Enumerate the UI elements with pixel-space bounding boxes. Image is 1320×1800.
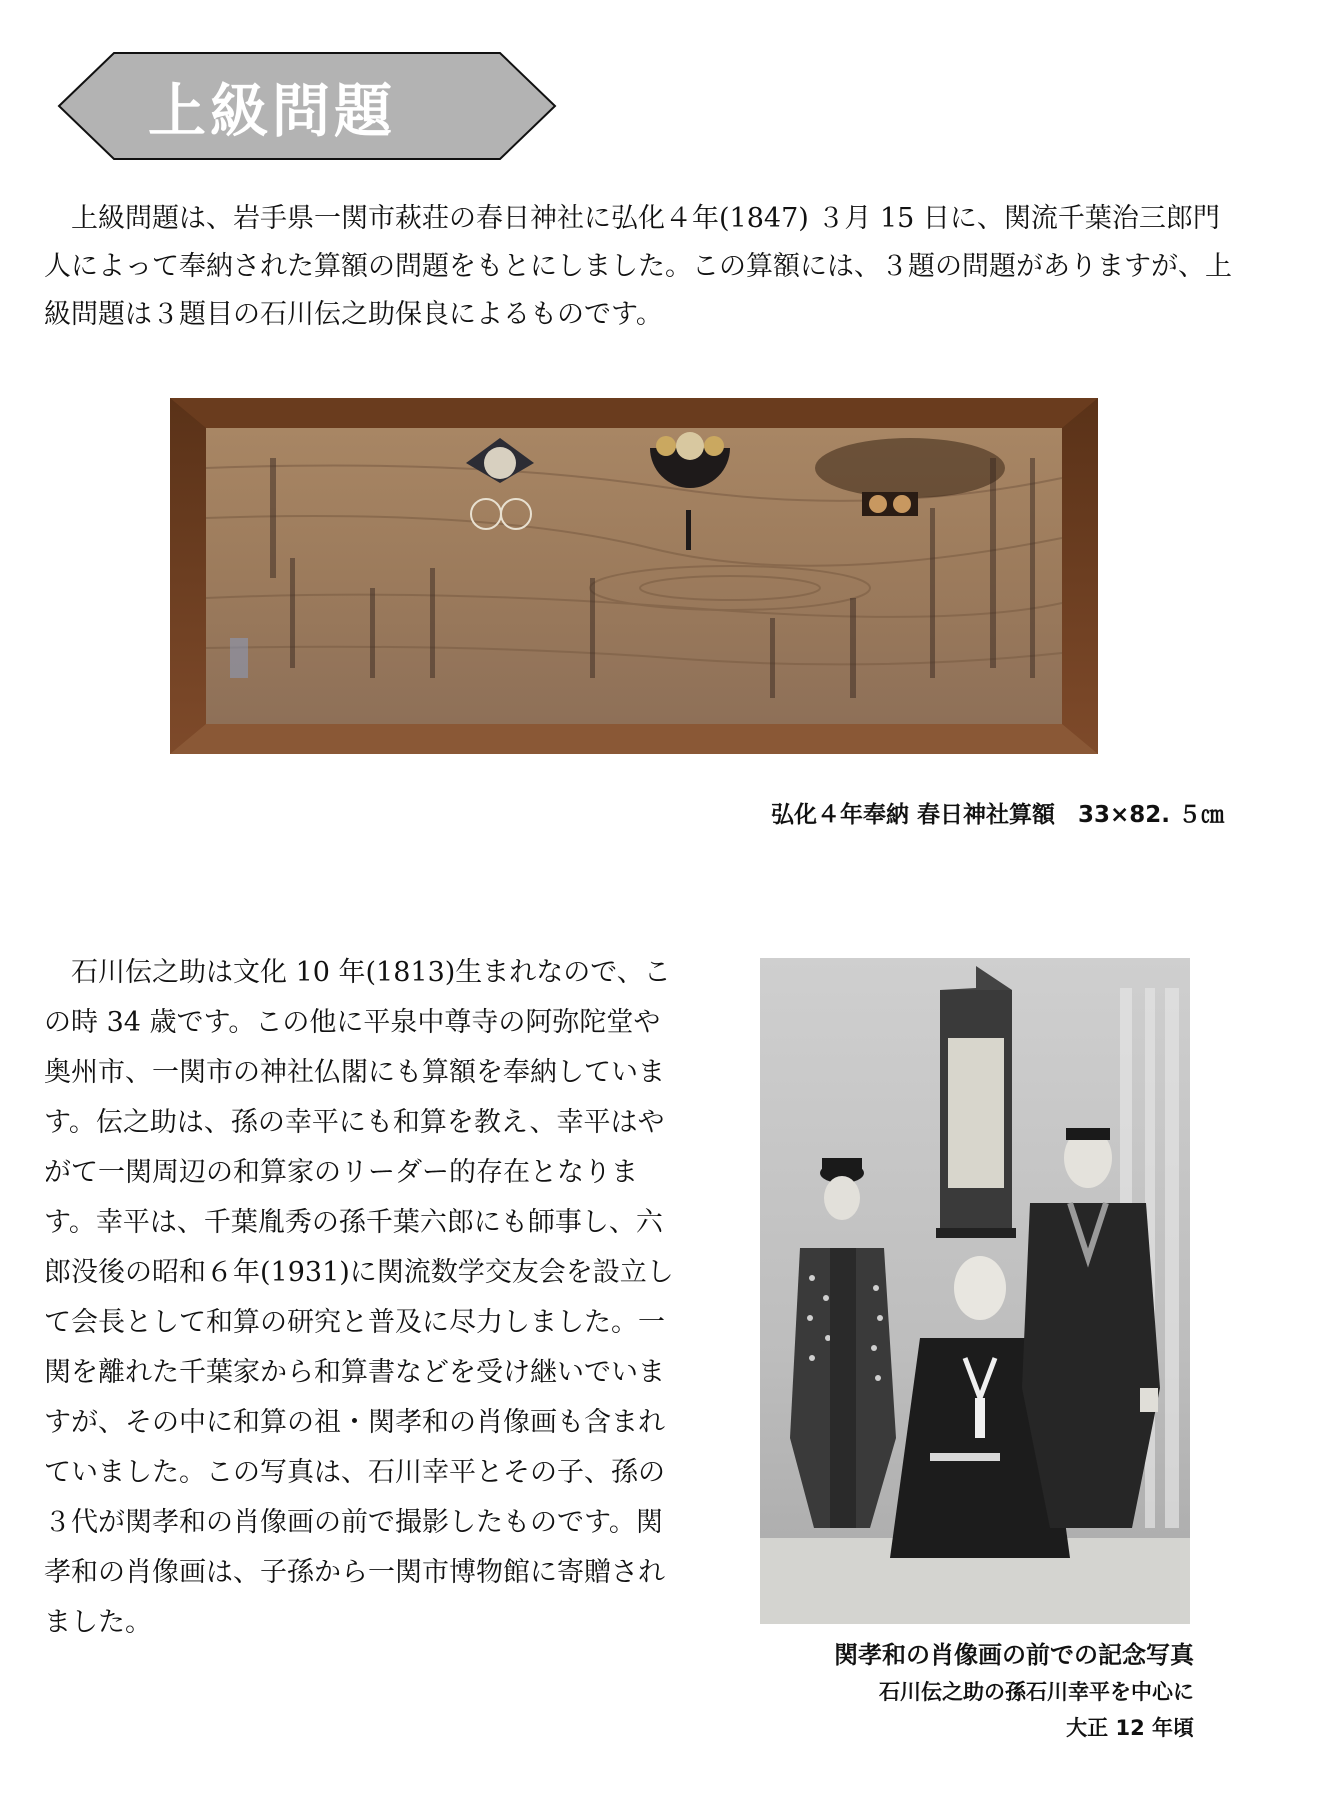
photo-caption-date: 大正 12 年頃 (1066, 1716, 1194, 1740)
body-paragraph (44, 948, 680, 1648)
sangaku-caption: 弘化４年奉納 春日神社算額 33×82. ５㎝ (770, 802, 1224, 828)
commemorative-photo (760, 958, 1190, 1624)
sangaku-photo (170, 398, 1098, 754)
photo-caption-subtitle: 石川伝之助の孫石川幸平を中心に (879, 1680, 1194, 1704)
photo-caption (834, 1636, 1194, 1746)
body-text: 石川伝之助は文化 10 年(1813)生まれなので、この時 34 歳です。この他に平泉中尊寺の阿弥陀堂や奥州市、一関市の神社仏閣にも算額を奉納しています。伝之助は、孫の幸平にも和算を教え、幸平はやがて一関周辺の和算家のリーダー的存在となります。幸平は、千葉胤秀の孫千葉六郎にも師事し、六郎没後の昭和６年(1931)に関流数学交友会を設立して会長として和算の研究と普及に尽力しました。一関を離れた千葉家から和算書などを受け継いでいますが、その中に和算の祖・関孝和の肖像画も含まれていました。この写真は、石川幸平とその子、孫の３代が関孝和の肖像画の前で撮影したものです。関孝和の肖像画は、子孫から一関市博物館に寄贈されました。 (44, 957, 674, 1638)
geometry-figure-3 (862, 492, 918, 516)
photo-caption-title: 関孝和の肖像画の前での記念写真 (834, 1641, 1194, 1669)
intro-text: 上級問題は、岩手県一関市萩荘の春日神社に弘化４年(1847) ３月 15 日に、関流千葉治三郎門人によって奉納された算額の問題をもとにしました。この算額には、３題の問題がありますが、上級問題は３題目の石川伝之助保良によるものです。 (44, 203, 1232, 330)
page-title: 上級問題 (147, 77, 396, 145)
intro-paragraph (44, 195, 1244, 339)
title-banner (56, 50, 558, 162)
